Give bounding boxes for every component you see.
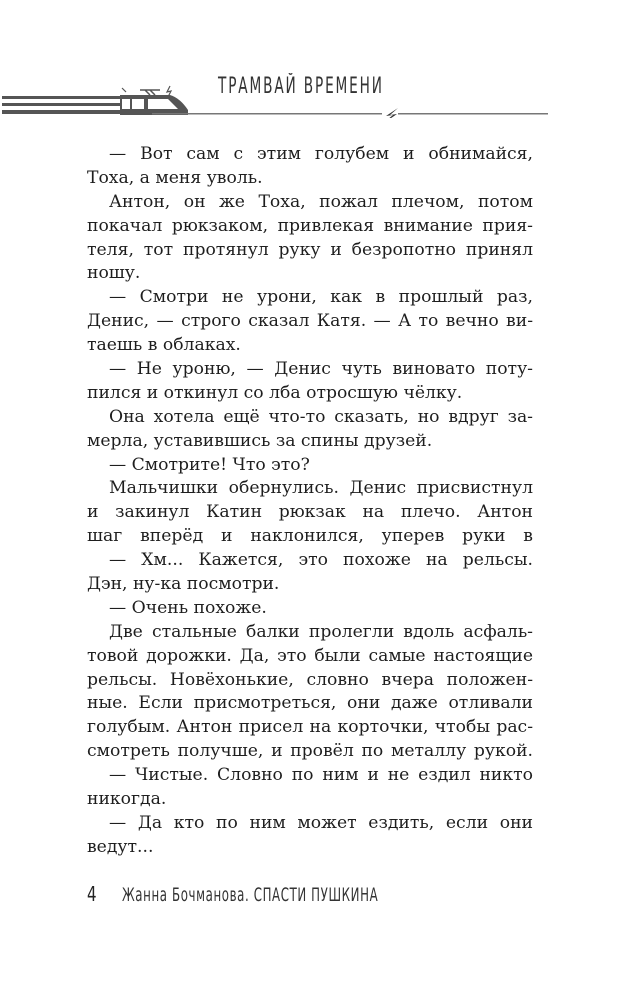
text-line: — Хм... Кажется, это похоже на рельсы. <box>109 550 533 571</box>
text-line: Денис, — строго сказал Катя. — А то вечно ви- <box>87 311 533 332</box>
text-line: — Смотрите! Что это? <box>109 454 310 475</box>
text-line: Она хотела ещё что-то сказать, но вдруг за- <box>109 406 533 427</box>
text-line: смотреть получше, и провёл по металлу рукой. <box>87 741 533 762</box>
text-line: голубым. Антон присел на корточки, чтобы рас- <box>87 717 533 738</box>
running-title: ТРАМВАЙ ВРЕМЕНИ <box>218 74 384 99</box>
text-line: ношу. <box>87 263 141 284</box>
body-text <box>87 143 533 860</box>
text-line: таешь в облаках. <box>87 335 241 356</box>
lightning-icon <box>381 108 398 118</box>
text-line: — Очень похоже. <box>109 597 267 618</box>
text-line: Две стальные балки пролегли вдоль асфаль- <box>109 621 533 642</box>
text-line: пился и откинул со лба отросшую чёлку. <box>87 382 463 403</box>
text-line: покачал рюкзаком, привлекая внимание прия- <box>87 215 533 236</box>
text-line: товой дорожки. Да, это были самые настоящие <box>87 645 533 666</box>
text-line: — Смотри не урони, как в прошлый раз, <box>109 287 533 308</box>
text-line: и закинул Катин рюкзак на плечо. Антон <box>87 502 533 523</box>
text-line: шаг вперёд и наклонился, уперев руки в <box>87 526 533 547</box>
text-line: мерла, уставившись за спины друзей. <box>87 430 433 451</box>
text-line: Антон, он же Тоха, пожал плечом, потом <box>109 191 533 212</box>
text-line: Дэн, ну-ка посмотри. <box>87 574 280 595</box>
text-line: рельсы. Новёхонькие, словно вчера положен- <box>87 669 533 690</box>
text-line: никогда. <box>87 789 167 810</box>
text-line: — Да кто по ним может ездить, если они <box>109 812 533 833</box>
text-line: теля, тот протянул руку и безропотно принял <box>87 239 533 260</box>
text-line: — Чистые. Словно по ним и не ездил никто <box>109 765 533 786</box>
text-line: Мальчишки обернулись. Денис присвистнул <box>109 478 533 499</box>
tram-icon <box>2 86 188 115</box>
text-line: — Не уроню, — Денис чуть виновато поту- <box>109 359 533 380</box>
text-line: ведут... <box>87 836 154 857</box>
text-line: ные. Если присмотреться, они даже отливали <box>87 693 533 714</box>
text-line: — Вот сам с этим голубем и обнимайся, <box>109 144 533 164</box>
page-number: 4 <box>87 882 97 906</box>
book-title-footer: Жанна Бочманова. СПАСТИ ПУШКИНА <box>122 884 379 906</box>
text-line: Тоха, а меня уволь. <box>87 167 263 188</box>
